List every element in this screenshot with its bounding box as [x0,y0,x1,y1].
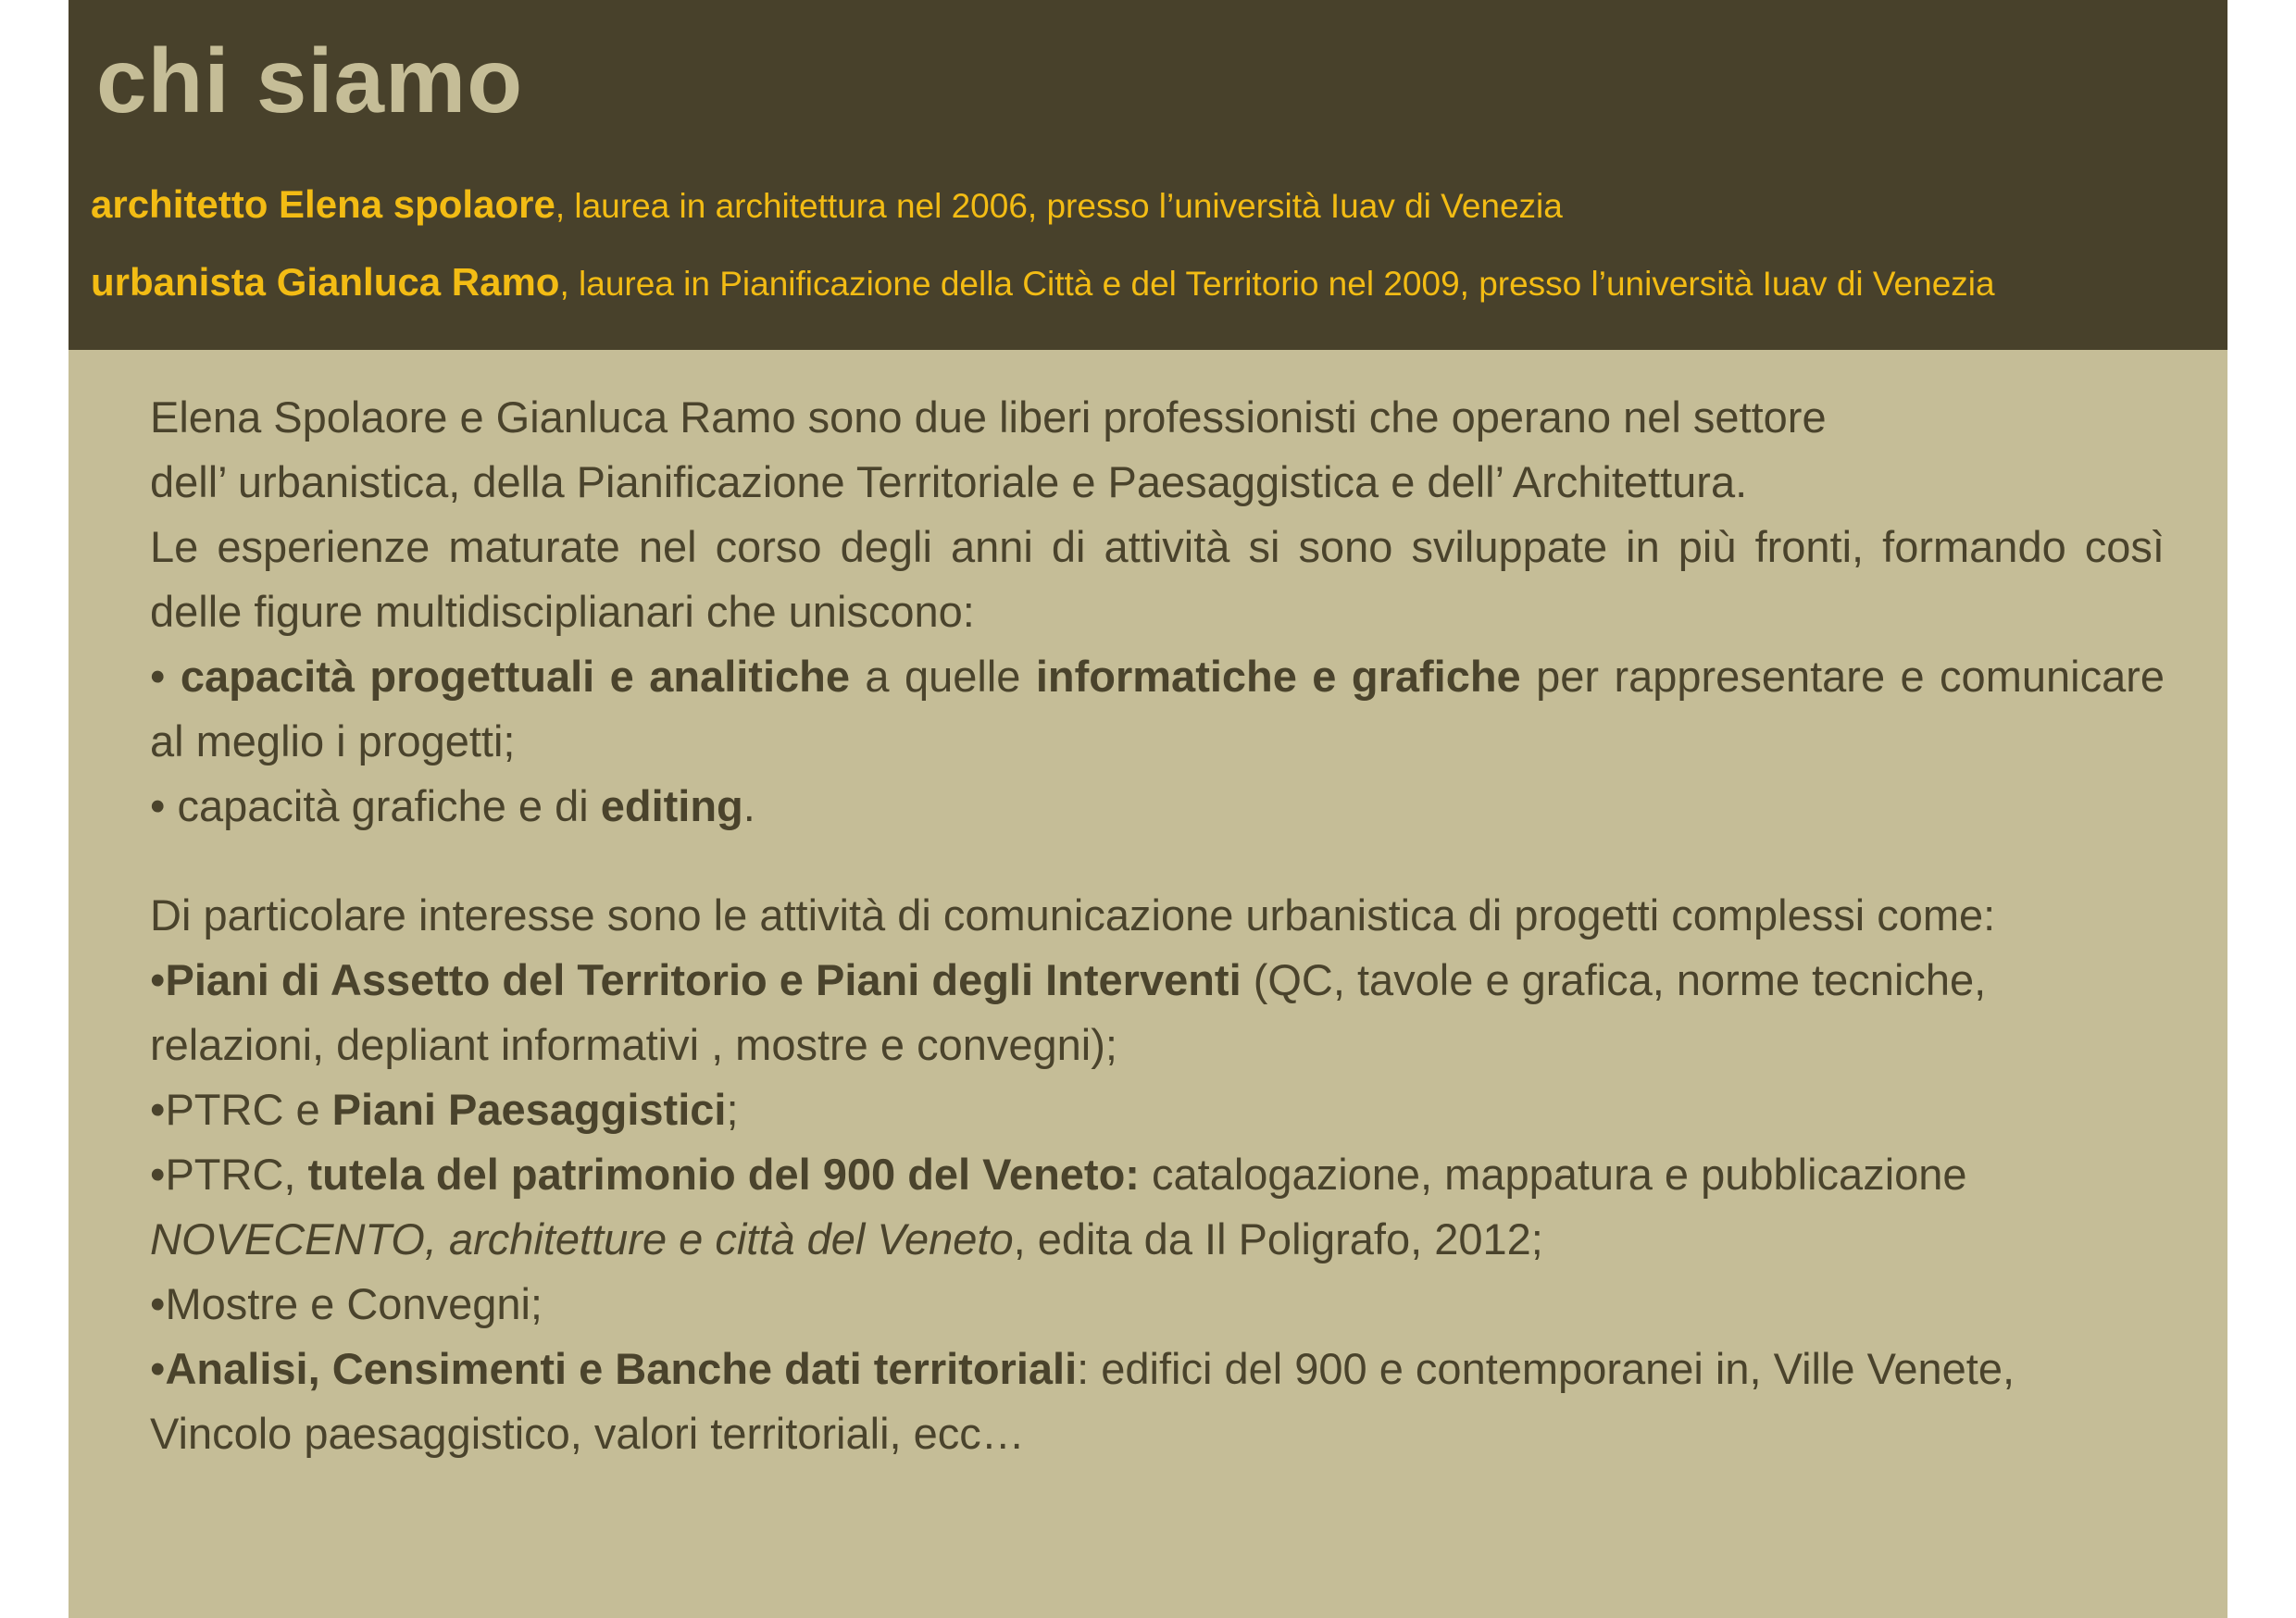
list-item-ptrc [150,1077,2165,1142]
paragraph-spacer [150,839,2165,883]
list-item-heritage-suffix: , edita da Il Poligrafo, 2012; [1013,1214,1543,1263]
list-item-plans [150,948,2165,1077]
page-title: chi siamo [96,30,524,131]
bullet-skills [150,644,2165,774]
bullet-editing-suffix: . [742,781,755,830]
credit-architect [91,181,1563,228]
bullet-skills-prefix: • [150,652,181,701]
credit-planner-name: urbanista Gianluca Ramo [91,260,560,304]
list-item-exhibitions: •Mostre e Convegni; [150,1279,543,1328]
body-text [150,385,2165,1466]
list-item-heritage-bold: tutela del patrimonio del 900 del Veneto: [307,1150,1140,1199]
list-item-ptrc-suffix: ; [726,1085,739,1134]
list-item-heritage-text: catalogazione, mappatura e pubblicazione [1139,1150,1967,1199]
interest-paragraph: Di particolare interesse sono le attività di comunicazione urbanistica di progetti complessi come: [150,890,1996,940]
list-item-heritage-prefix: •PTRC, [150,1150,308,1199]
credit-architect-detail: , laurea in architettura nel 2006, presso l’università Iuav di Venezia [555,187,1563,225]
list-item-plans-bold: Piani di Assetto del Territorio e Piani degli Interventi [165,955,1242,1004]
list-item-analysis [150,1337,2165,1466]
list-item-plans-prefix: • [150,955,166,1004]
credit-architect-name: architetto Elena spolaore [91,182,555,226]
bullet-skills-text-1: a quelle [850,652,1036,701]
bullet-editing [150,774,2165,839]
list-item-analysis-bold: Analisi, Censimenti e Banche dati territoriali [165,1344,1078,1393]
bullet-editing-prefix: • capacità grafiche e di [150,781,601,830]
bullet-skills-bold-1: capacità progettuali e analitiche [180,652,851,701]
credit-planner-detail: , laurea in Pianificazione della Città e del Territorio nel 2009, presso l’università Iuav di Venezia [559,265,1995,303]
list-item-heritage [150,1142,2165,1272]
list-item-ptrc-bold: Piani Paesaggistici [331,1085,727,1134]
header-band [69,0,2227,350]
list-item-ptrc-prefix: •PTRC e [150,1085,332,1134]
experience-paragraph: Le esperienze maturate nel corso degli anni di attività si sono sviluppate in più fronti, formando così delle figure multidisciplianari che uniscono: [150,522,2165,636]
list-item-analysis-text: : edifici del 900 e contemporanei in, Ville Venete, Vincolo paesaggistico, valori territoriali, ecc… [150,1344,2015,1458]
list-item-analysis-prefix: • [150,1344,166,1393]
list-item-plans-text: (QC, tavole e grafica, norme tecniche, relazioni, depliant informativi , mostre e convegni); [150,955,1987,1069]
credit-planner [91,259,1995,305]
bullet-skills-bold-2: informatiche e grafiche [1035,652,1521,701]
list-item-heritage-book-title: NOVECENTO, architetture e città del Veneto [150,1214,1014,1263]
intro-line-2: dell’ urbanistica, della Pianificazione Territoriale e Paesaggistica e dell’ Architettura. [150,457,1748,506]
slide [69,0,2227,1618]
bullet-editing-bold: editing [600,781,743,830]
bullet-skills-text-2: per rappresentare e comunicare al meglio i progetti; [150,652,2165,765]
intro-line-1: Elena Spolaore e Gianluca Ramo sono due liberi professionisti che operano nel settore [150,392,1827,442]
